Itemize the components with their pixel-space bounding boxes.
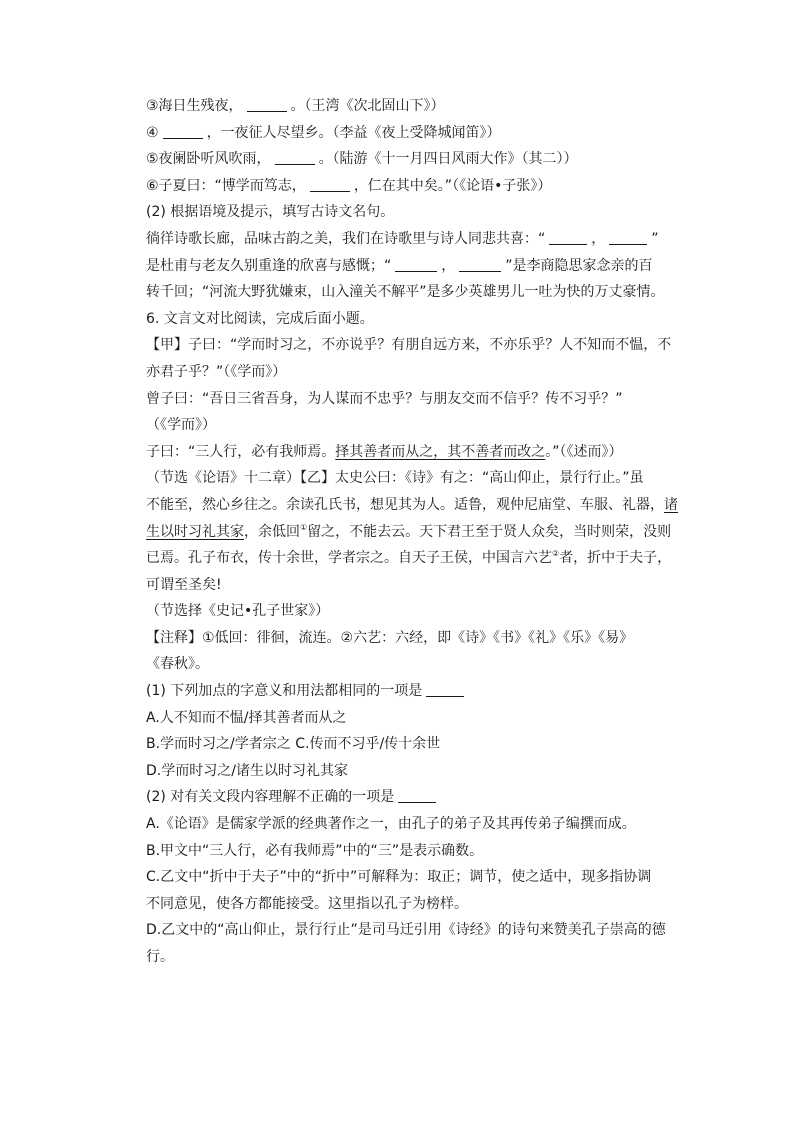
- answer-blank[interactable]: [609, 228, 647, 245]
- question-2-separator: ，: [591, 230, 606, 247]
- option-d-line-2[interactable]: 行。: [146, 949, 174, 965]
- subquestion-2-text: (2) 对有关文段内容理解不正确的一项是: [146, 789, 395, 806]
- answer-blank[interactable]: [310, 175, 350, 192]
- underlined-phrase: 诸: [664, 496, 678, 513]
- passage-text: 不能至，然心乡往之。余读孔氏书，想见其为人。适鲁，观仲尼庙堂、车服、礼器，: [146, 496, 664, 513]
- answer-blank[interactable]: [395, 255, 437, 272]
- option-b[interactable]: B.甲文中“三人行，必有我师焉”中的“三”是表示确数。: [146, 842, 484, 859]
- passage-jia-line-3: 曾子曰：“吾日三省吾身，为人谋而不忠乎？与朋友交而不信乎？传不习乎？”: [146, 390, 623, 407]
- question-2-line-3: 转千回；“河流大野犹嫌束，山入潼关不解平”是多少英雄男儿一吐为快的万丈豪情。: [146, 284, 665, 301]
- notes-line-2: 《春秋》。: [146, 656, 209, 673]
- poem-line-6-prefix: ⑥子夏曰：“博学而笃志，: [146, 177, 306, 194]
- poem-line-6-suffix: ，仁在其中矣。”（《论语•子张》）: [353, 177, 552, 194]
- passage-text: 留之，不能去云。天下君王至于贤人众矣，当时则荣，没则: [307, 523, 672, 540]
- passage-jia-line-4: （《学而》）: [146, 417, 216, 434]
- passage-yi-line-1: （节选《论语》十二章）【乙】太史公曰：《诗》有之：“高山仰止，景行行止。”虽: [146, 470, 644, 487]
- passage-yi-line-4: [146, 545, 682, 572]
- subquestion-1-text: (1) 下列加点的字意义和用法都相同的一项是: [146, 683, 423, 700]
- subquestion-2: [146, 784, 682, 811]
- option-a[interactable]: A.人不知而不愠/择其善者而从之: [146, 709, 347, 726]
- underlined-phrase: 生以时习礼其家: [146, 523, 244, 540]
- poem-line-6: [146, 173, 682, 200]
- question-6-header: 6. 文言文对比阅读，完成后面小题。: [146, 310, 374, 327]
- subquestion-1: [146, 678, 682, 705]
- question-2-line-1: [146, 226, 682, 253]
- poem-line-4: [146, 120, 682, 147]
- passage-yi-line-5: 可谓至圣矣!: [146, 576, 222, 593]
- question-2-line-2-end: ”是李商隐思家念亲的百: [505, 257, 653, 274]
- option-b-c[interactable]: B.学而时习之/学者宗之 C.传而不习乎/传十余世: [146, 736, 441, 753]
- poem-line-3: [146, 93, 682, 120]
- passage-yi-line-3: [146, 519, 682, 546]
- question-2-title: (2) 根据语境及提示，填写古诗文名句。: [146, 204, 395, 221]
- footnote-marker: ①: [300, 522, 308, 532]
- passage-jia-line-5: [146, 439, 682, 466]
- poem-line-3-prefix: ③海日生残夜，: [146, 98, 243, 114]
- passage-text: 已焉。孔子布衣，传十余世，学者宗之。自天子王侯，中国言六艺: [146, 550, 552, 567]
- passage-yi-line-2: [146, 492, 682, 519]
- answer-blank[interactable]: [163, 122, 203, 139]
- passage-jia-line-1: 【甲】子曰：“学而时习之，不亦说乎？有朋自远方来，不亦乐乎？人不知而不愠，不: [146, 337, 672, 354]
- passage-text: 。”（《述而》）: [545, 443, 623, 460]
- answer-blank[interactable]: [426, 680, 464, 697]
- question-2-line-1-end: ”: [651, 230, 659, 247]
- poem-line-5-suffix: 。（陆游《十一月四日风雨大作》（其二））: [318, 151, 578, 168]
- question-2-line-2: [146, 253, 682, 280]
- answer-blank[interactable]: [275, 148, 315, 165]
- poem-line-5: [146, 146, 682, 173]
- poem-line-4-prefix: ④: [146, 124, 159, 141]
- option-d-line-1[interactable]: D.乙文中的“高山仰止，景行行止”是司马迁引用《诗经》的诗句来赞美孔子崇高的德: [146, 922, 666, 939]
- footnote-marker: ②: [552, 549, 560, 559]
- poem-line-3-suffix: 。（王湾《次北固山下》）: [290, 98, 445, 114]
- question-2-line-2-text: 是杜甫与老友久别重逢的欣喜与感慨；“: [146, 257, 392, 274]
- option-d[interactable]: D.学而时习之/诸生以时习礼其家: [146, 762, 348, 779]
- option-c-line-2[interactable]: 不同意见，使各方都能接受。这里指以孔子为榜样。: [146, 895, 468, 912]
- passage-text: 者，折中于夫子，: [559, 550, 672, 567]
- answer-blank[interactable]: [398, 786, 436, 803]
- question-2-line-1-text: 徜徉诗歌长廊，品味古韵之美，我们在诗歌里与诗人同悲共喜：“: [146, 230, 546, 247]
- underlined-phrase: 择其善者而从之，其不善者而改之: [335, 443, 546, 460]
- poem-line-5-prefix: ⑤夜阑卧听风吹雨，: [146, 151, 271, 168]
- passage-jia-line-2: 亦君子乎？”（《学而》）: [146, 363, 287, 380]
- passage-text: ，余低回: [244, 523, 300, 540]
- question-2-separator: ，: [441, 257, 456, 274]
- poem-line-4-suffix: ，一夜征人尽望乡。（李益《夜上受降城闻笛》）: [206, 124, 501, 141]
- answer-blank[interactable]: [549, 228, 587, 245]
- passage-text: 子曰：“三人行，必有我师焉。: [146, 443, 336, 460]
- option-a[interactable]: A.《论语》是儒家学派的经典著作之一，由孔子的弟子及其再传弟子编撰而成。: [146, 816, 636, 833]
- notes-line-1: 【注释】①低回：徘徊，流连。②六艺：六经，即《诗》《书》《礼》《乐》《易》: [146, 629, 634, 646]
- answer-blank[interactable]: [459, 255, 501, 272]
- document-page: [146, 93, 682, 971]
- option-c-line-1[interactable]: C.乙文中“折中于夫子”中的“折中”可解释为：取正；调节，使之适中，现多指协调: [146, 869, 652, 886]
- passage-source: （节选择《史记•孔子世家》）: [146, 603, 330, 620]
- answer-blank[interactable]: [247, 95, 287, 112]
